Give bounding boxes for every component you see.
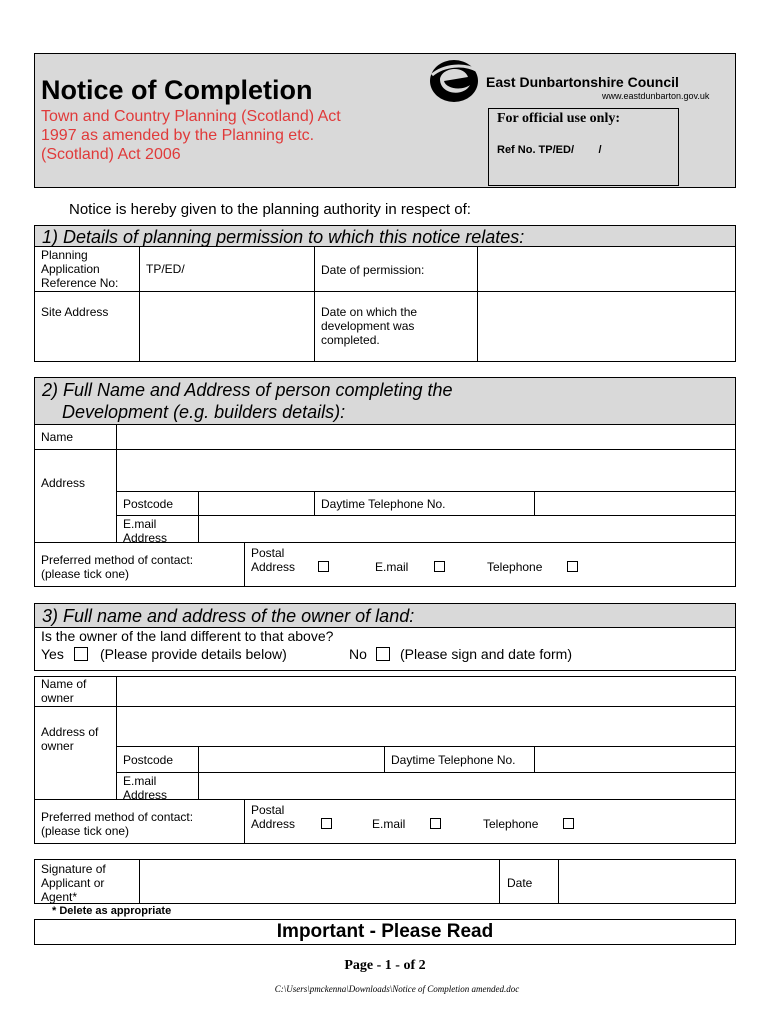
council-logo-icon: [428, 57, 480, 105]
s3-owner-address-label-cell: [34, 706, 117, 800]
yes-note: (Please provide details below): [100, 646, 287, 662]
yes-checkbox[interactable]: [74, 647, 88, 661]
owner-telephone-checkbox[interactable]: [563, 818, 574, 829]
owner-email-field[interactable]: [198, 772, 736, 800]
owner-name-field[interactable]: [116, 676, 736, 707]
no-note: (Please sign and date form): [400, 646, 572, 662]
phone-field[interactable]: [534, 491, 736, 516]
site-address-label: Site Address: [41, 305, 109, 319]
date-completed-field[interactable]: [477, 291, 736, 362]
s1-site-label-cell: [34, 291, 140, 362]
intro-text: Notice is hereby given to the planning authority in respect of:: [69, 201, 471, 218]
address-label: Address: [41, 476, 86, 490]
page-number: Page - 1 - of 2: [344, 958, 426, 973]
date-permission-field[interactable]: [477, 246, 736, 292]
owner-email-label: E.mail Address: [123, 774, 168, 802]
owner-address-field[interactable]: [116, 706, 736, 747]
section1-heading: 1) Details of planning permission to which this notice relates:: [34, 225, 736, 247]
postal-checkbox[interactable]: [318, 561, 329, 572]
date-permission-label: Date of permission:: [321, 263, 425, 277]
preferred-contact-label: Preferred method of contact: (please tick one): [41, 553, 194, 581]
option-email-label: E.mail: [375, 560, 409, 574]
owner-postal-checkbox[interactable]: [321, 818, 332, 829]
official-use-label: For official use only:: [497, 111, 621, 126]
postcode-label: Postcode: [123, 497, 174, 511]
owner-question: Is the owner of the land different to that above?: [41, 628, 334, 644]
signature-field[interactable]: [139, 859, 500, 904]
council-name: East Dunbartonshire Council: [486, 74, 679, 90]
signature-date-label: Date: [507, 876, 533, 890]
owner-option-phone-label: Telephone: [483, 817, 539, 831]
owner-name-label: Name of owner: [41, 677, 87, 705]
name-label: Name: [41, 430, 74, 444]
owner-option-postal-label: Postal Address: [251, 803, 296, 831]
name-field[interactable]: [116, 424, 736, 450]
yes-label: Yes: [41, 646, 64, 662]
signature-label: Signature of Applicant or Agent*: [41, 862, 106, 904]
council-url: www.eastdunbarton.gov.uk: [602, 91, 710, 101]
section3-heading: 3) Full name and address of the owner of land:: [34, 603, 736, 628]
address-field[interactable]: [116, 449, 736, 492]
telephone-checkbox[interactable]: [567, 561, 578, 572]
important-heading: Important - Please Read: [276, 921, 494, 942]
no-checkbox[interactable]: [376, 647, 390, 661]
no-label: No: [349, 646, 367, 662]
section2-heading: 2) Full Name and Address of person completing the Development (e.g. builders details):: [34, 377, 736, 425]
owner-phone-label: Daytime Telephone No.: [391, 753, 516, 767]
file-path: C:\Users\pmckenna\Downloads\Notice of Completion amended.doc: [274, 984, 520, 994]
owner-email-checkbox[interactable]: [430, 818, 441, 829]
delete-note: * Delete as appropriate: [52, 905, 172, 917]
email-checkbox[interactable]: [434, 561, 445, 572]
postcode-field[interactable]: [198, 491, 315, 516]
form-subtitle: Town and Country Planning (Scotland) Act 1997 as amended by the Planning etc. (Scotland) Act 2006: [41, 108, 341, 163]
owner-postcode-field[interactable]: [198, 746, 385, 773]
phone-label: Daytime Telephone No.: [321, 497, 446, 511]
owner-postcode-label: Postcode: [123, 753, 174, 767]
official-ref-label: Ref No. TP/ED/ /: [497, 144, 602, 156]
owner-option-email-label: E.mail: [372, 817, 406, 831]
option-phone-label: Telephone: [487, 560, 543, 574]
option-postal-label: Postal Address: [251, 546, 296, 574]
owner-phone-field[interactable]: [534, 746, 736, 773]
email-field[interactable]: [198, 515, 736, 543]
signature-date-field[interactable]: [558, 859, 736, 904]
email-label: E.mail Address: [123, 517, 168, 545]
ref-label: Planning Application Reference No:: [41, 248, 119, 290]
ref-value: TP/ED/: [146, 262, 185, 276]
owner-preferred-contact-label: Preferred method of contact: (please tick one): [41, 810, 194, 838]
s2-address-label-cell: [34, 449, 117, 543]
site-address-field[interactable]: [139, 291, 315, 362]
form-title: Notice of Completion: [41, 75, 313, 105]
owner-address-label: Address of owner: [41, 725, 99, 753]
date-completed-label: Date on which the development was completed.: [321, 305, 418, 347]
